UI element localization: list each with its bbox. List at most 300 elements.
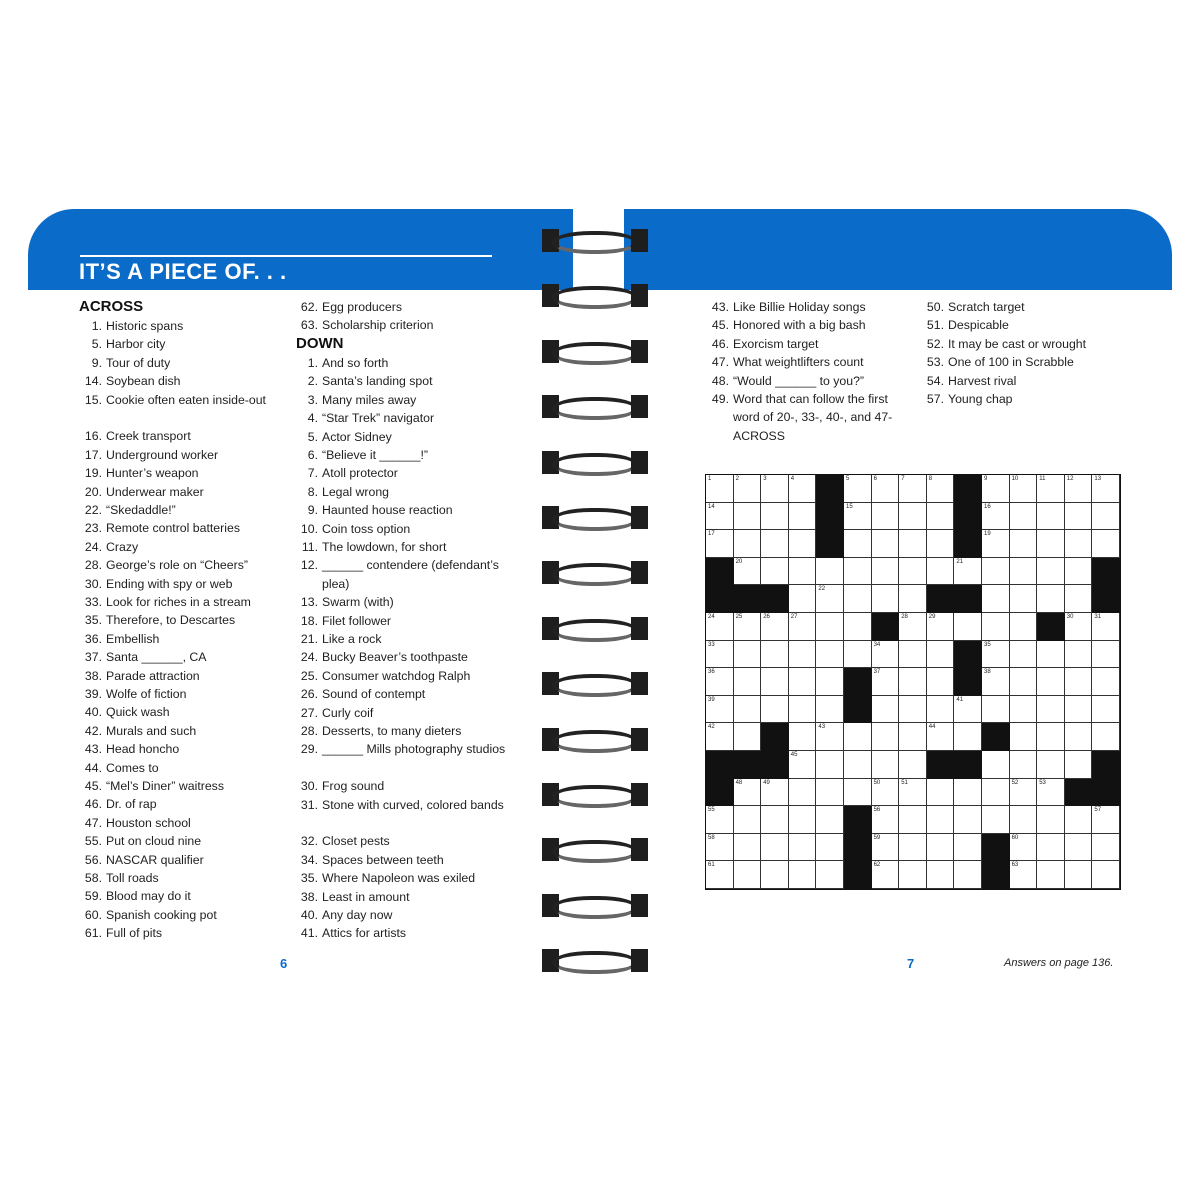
spiral-ring xyxy=(540,451,650,474)
crossword-grid[interactable] xyxy=(705,474,1121,890)
grid-cell[interactable] xyxy=(734,723,762,751)
grid-cell[interactable] xyxy=(954,806,982,834)
cell-number: 12 xyxy=(1066,476,1074,482)
grid-cell[interactable] xyxy=(1037,834,1065,862)
grid-cell[interactable] xyxy=(789,834,817,862)
grid-cell[interactable] xyxy=(706,806,734,834)
clue-text: Harvest rival xyxy=(948,373,1017,388)
grid-cell[interactable] xyxy=(789,696,817,724)
grid-cell[interactable] xyxy=(954,779,982,807)
clue-number: 57. xyxy=(926,392,944,406)
grid-cell[interactable] xyxy=(844,641,872,669)
cell-number: 57 xyxy=(1094,807,1102,814)
grid-cell[interactable] xyxy=(1010,641,1038,669)
grid-cell[interactable] xyxy=(816,751,844,779)
clue-number: 40. xyxy=(300,908,318,922)
grid-cell[interactable] xyxy=(1037,751,1065,779)
grid-cell[interactable] xyxy=(1037,475,1065,503)
grid-block xyxy=(734,585,762,613)
clue-item xyxy=(294,888,524,906)
grid-cell[interactable] xyxy=(872,558,900,586)
clue-number: 20. xyxy=(84,484,102,499)
clue-number: 44. xyxy=(84,760,102,775)
grid-cell[interactable] xyxy=(1092,806,1120,834)
grid-cell[interactable] xyxy=(927,723,955,751)
grid-cell[interactable] xyxy=(1092,641,1120,669)
grid-cell[interactable] xyxy=(1010,503,1038,531)
grid-cell[interactable] xyxy=(761,668,789,696)
cell-number: 52 xyxy=(1011,779,1019,786)
grid-cell[interactable] xyxy=(761,806,789,834)
clue-text: “Skedaddle!” xyxy=(106,503,176,517)
grid-cell[interactable] xyxy=(927,668,955,696)
clue-item xyxy=(294,667,524,685)
clue-item xyxy=(294,869,524,887)
grid-cell[interactable] xyxy=(1037,861,1065,889)
clue-text: It may be cast or wrought xyxy=(948,336,1087,351)
grid-cell[interactable] xyxy=(789,585,817,613)
grid-cell[interactable] xyxy=(816,641,844,669)
grid-cell[interactable] xyxy=(1092,834,1120,862)
grid-cell[interactable] xyxy=(1065,696,1093,724)
grid-cell[interactable] xyxy=(761,503,789,531)
clue-number: 22. xyxy=(84,503,102,517)
grid-cell[interactable] xyxy=(927,558,955,586)
grid-cell[interactable] xyxy=(761,834,789,862)
clue-item xyxy=(78,427,288,445)
grid-cell[interactable] xyxy=(706,696,734,724)
grid-cell[interactable] xyxy=(872,641,900,669)
banner-rule xyxy=(80,255,492,257)
clue-item xyxy=(78,446,288,464)
clue-number: 16. xyxy=(84,429,102,444)
grid-cell[interactable] xyxy=(1037,723,1065,751)
grid-cell[interactable] xyxy=(1010,723,1038,751)
puzzle-title: IT’S A PIECE OF. . . xyxy=(79,259,287,284)
grid-cell[interactable] xyxy=(706,641,734,669)
cell-number: 41 xyxy=(956,696,964,703)
grid-cell[interactable] xyxy=(982,475,1010,503)
clue-text: Therefore, to Descartes xyxy=(106,613,236,628)
grid-cell[interactable] xyxy=(706,530,734,558)
clue-item xyxy=(78,740,288,758)
clue-number: 58. xyxy=(84,871,102,885)
grid-cell[interactable] xyxy=(761,475,789,503)
clue-text: “Would ______ to you?” xyxy=(733,373,865,388)
grid-cell[interactable] xyxy=(734,503,762,531)
grid-cell[interactable] xyxy=(1092,613,1120,641)
grid-cell[interactable] xyxy=(844,530,872,558)
clue-text: Actor Sidney xyxy=(322,429,392,444)
grid-cell[interactable] xyxy=(1010,585,1038,613)
grid-cell[interactable] xyxy=(844,503,872,531)
grid-cell[interactable] xyxy=(1010,475,1038,503)
grid-cell[interactable] xyxy=(761,558,789,586)
grid-cell[interactable] xyxy=(982,696,1010,724)
clue-item xyxy=(78,851,288,869)
grid-cell[interactable] xyxy=(1010,668,1038,696)
grid-cell[interactable] xyxy=(954,696,982,724)
clue-item xyxy=(294,483,524,501)
grid-cell[interactable] xyxy=(872,779,900,807)
grid-cell[interactable] xyxy=(1065,641,1093,669)
grid-block xyxy=(1092,585,1120,613)
grid-cell[interactable] xyxy=(844,585,872,613)
grid-cell[interactable] xyxy=(899,834,927,862)
clue-number: 48. xyxy=(711,373,729,388)
grid-cell[interactable] xyxy=(872,503,900,531)
grid-cell[interactable] xyxy=(927,613,955,641)
cell-number: 10 xyxy=(1011,476,1019,482)
grid-cell[interactable] xyxy=(954,723,982,751)
grid-cell[interactable] xyxy=(1092,861,1120,889)
grid-cell[interactable] xyxy=(872,723,900,751)
spiral-ring xyxy=(540,506,650,529)
grid-cell[interactable] xyxy=(1092,475,1120,503)
cell-number: 53 xyxy=(1039,779,1046,786)
grid-cell[interactable] xyxy=(927,834,955,862)
grid-cell[interactable] xyxy=(1065,558,1093,586)
grid-cell[interactable] xyxy=(982,806,1010,834)
grid-cell[interactable] xyxy=(1037,668,1065,696)
grid-cell[interactable] xyxy=(1010,779,1038,807)
grid-cell[interactable] xyxy=(872,475,900,503)
cell-number: 5 xyxy=(846,476,850,482)
grid-cell[interactable] xyxy=(816,723,844,751)
grid-cell[interactable] xyxy=(872,585,900,613)
clue-number: 28. xyxy=(84,558,102,573)
grid-cell[interactable] xyxy=(982,503,1010,531)
grid-cell[interactable] xyxy=(1092,723,1120,751)
clue-text: Comes to xyxy=(106,760,159,775)
clue-text: Head honcho xyxy=(106,742,180,757)
clue-number: 35. xyxy=(300,871,318,886)
grid-cell[interactable] xyxy=(789,503,817,531)
clue-item xyxy=(294,777,524,795)
grid-cell[interactable] xyxy=(1037,503,1065,531)
grid-cell[interactable] xyxy=(789,530,817,558)
grid-cell[interactable] xyxy=(1037,585,1065,613)
grid-cell[interactable] xyxy=(1010,861,1038,889)
clue-text: George’s role on “Cheers” xyxy=(106,558,248,573)
clue-text: Frog sound xyxy=(322,779,385,794)
spiral-ring xyxy=(540,949,650,972)
grid-cell[interactable] xyxy=(706,723,734,751)
clue-text: Put on cloud nine xyxy=(106,834,202,849)
grid-cell[interactable] xyxy=(844,558,872,586)
grid-cell[interactable] xyxy=(706,668,734,696)
grid-cell[interactable] xyxy=(899,585,927,613)
grid-cell[interactable] xyxy=(734,834,762,862)
grid-cell[interactable] xyxy=(761,779,789,807)
grid-cell[interactable] xyxy=(899,806,927,834)
grid-cell[interactable] xyxy=(927,641,955,669)
grid-cell[interactable] xyxy=(1092,668,1120,696)
grid-cell[interactable] xyxy=(816,806,844,834)
clue-number: 35. xyxy=(84,613,102,628)
grid-cell[interactable] xyxy=(927,696,955,724)
grid-cell[interactable] xyxy=(982,751,1010,779)
grid-cell[interactable] xyxy=(789,779,817,807)
grid-block xyxy=(706,751,734,779)
grid-cell[interactable] xyxy=(1065,585,1093,613)
clue-number: 24. xyxy=(300,650,318,665)
cell-number: 7 xyxy=(901,476,905,482)
clue-item xyxy=(920,316,1130,334)
grid-cell[interactable] xyxy=(844,779,872,807)
clue-item xyxy=(78,869,288,887)
cell-number: 26 xyxy=(763,614,770,620)
grid-cell[interactable] xyxy=(761,641,789,669)
grid-cell[interactable] xyxy=(844,613,872,641)
grid-cell[interactable] xyxy=(899,779,927,807)
grid-cell[interactable] xyxy=(982,530,1010,558)
cell-number: 42 xyxy=(708,724,715,731)
grid-cell[interactable] xyxy=(789,475,817,503)
grid-cell[interactable] xyxy=(816,696,844,724)
clue-item xyxy=(294,648,524,666)
grid-cell[interactable] xyxy=(734,696,762,724)
grid-cell[interactable] xyxy=(1065,530,1093,558)
grid-cell[interactable] xyxy=(1092,696,1120,724)
clue-number: 30. xyxy=(84,576,102,591)
grid-cell[interactable] xyxy=(1010,558,1038,586)
clue-text: Scratch target xyxy=(948,300,1025,314)
grid-cell[interactable] xyxy=(734,558,762,586)
grid-cell[interactable] xyxy=(927,530,955,558)
grid-cell[interactable] xyxy=(816,834,844,862)
clue-text: Parade attraction xyxy=(106,668,200,683)
clue-number: 49. xyxy=(711,392,729,406)
clue-item xyxy=(78,906,288,924)
grid-block xyxy=(844,861,872,889)
clue-text: Historic spans xyxy=(106,319,184,333)
cell-number: 27 xyxy=(790,614,798,620)
grid-cell[interactable] xyxy=(734,475,762,503)
grid-cell[interactable] xyxy=(1092,503,1120,531)
clue-text: Desserts, to many dieters xyxy=(322,724,462,738)
grid-cell[interactable] xyxy=(816,613,844,641)
grid-cell[interactable] xyxy=(899,613,927,641)
grid-cell[interactable] xyxy=(816,558,844,586)
grid-cell[interactable] xyxy=(1010,696,1038,724)
grid-cell[interactable] xyxy=(706,475,734,503)
grid-cell[interactable] xyxy=(1065,613,1093,641)
grid-cell[interactable] xyxy=(899,530,927,558)
grid-cell[interactable] xyxy=(734,806,762,834)
clue-text: Stone with curved, colored bands xyxy=(322,797,504,812)
grid-cell[interactable] xyxy=(1037,558,1065,586)
grid-cell[interactable] xyxy=(761,861,789,889)
grid-cell[interactable] xyxy=(1065,751,1093,779)
grid-cell[interactable] xyxy=(872,751,900,779)
grid-cell[interactable] xyxy=(954,861,982,889)
clue-number: 46. xyxy=(711,336,729,351)
clue-number: 10. xyxy=(300,521,318,536)
grid-cell[interactable] xyxy=(844,751,872,779)
grid-cell[interactable] xyxy=(1065,475,1093,503)
grid-cell[interactable] xyxy=(872,861,900,889)
clue-number: 5. xyxy=(91,337,102,352)
grid-cell[interactable] xyxy=(789,861,817,889)
grid-cell[interactable] xyxy=(789,668,817,696)
clue-item xyxy=(294,464,524,482)
grid-cell[interactable] xyxy=(816,585,844,613)
right-page-banner xyxy=(624,209,1172,290)
clue-item xyxy=(294,740,524,758)
grid-block xyxy=(734,751,762,779)
cell-number: 59 xyxy=(873,834,881,841)
clue-item xyxy=(78,575,288,593)
clue-item xyxy=(294,354,524,372)
grid-cell[interactable] xyxy=(872,668,900,696)
grid-cell[interactable] xyxy=(1010,834,1038,862)
grid-cell[interactable] xyxy=(1065,834,1093,862)
grid-cell[interactable] xyxy=(927,779,955,807)
grid-cell[interactable] xyxy=(899,475,927,503)
grid-cell[interactable] xyxy=(734,530,762,558)
clue-number: 47. xyxy=(84,815,102,830)
grid-cell[interactable] xyxy=(789,806,817,834)
grid-cell[interactable] xyxy=(954,613,982,641)
grid-cell[interactable] xyxy=(899,696,927,724)
grid-cell[interactable] xyxy=(816,668,844,696)
grid-cell[interactable] xyxy=(982,779,1010,807)
grid-cell[interactable] xyxy=(927,503,955,531)
clue-number: 31. xyxy=(300,797,318,812)
grid-cell[interactable] xyxy=(789,613,817,641)
grid-cell[interactable] xyxy=(844,475,872,503)
grid-cell[interactable] xyxy=(1037,779,1065,807)
grid-cell[interactable] xyxy=(789,751,817,779)
spiral-ring xyxy=(540,340,650,363)
spiral-ring xyxy=(540,728,650,751)
grid-cell[interactable] xyxy=(1010,806,1038,834)
clue-item xyxy=(920,390,1130,408)
grid-cell[interactable] xyxy=(899,751,927,779)
grid-cell[interactable] xyxy=(706,834,734,862)
grid-cell[interactable] xyxy=(927,806,955,834)
grid-cell[interactable] xyxy=(927,475,955,503)
grid-cell[interactable] xyxy=(734,861,762,889)
clue-item xyxy=(294,832,524,850)
grid-cell[interactable] xyxy=(789,641,817,669)
grid-cell[interactable] xyxy=(982,641,1010,669)
clue-number: 56. xyxy=(84,852,102,867)
grid-cell[interactable] xyxy=(899,503,927,531)
clue-text: Consumer watchdog Ralph xyxy=(322,668,471,683)
grid-cell[interactable] xyxy=(982,613,1010,641)
clue-text: Ending with spy or web xyxy=(106,576,233,591)
clue-text: Cookie often eaten inside-out xyxy=(106,392,266,407)
grid-cell[interactable] xyxy=(1065,668,1093,696)
grid-block xyxy=(844,668,872,696)
grid-cell[interactable] xyxy=(706,613,734,641)
grid-cell[interactable] xyxy=(816,779,844,807)
cell-number: 34 xyxy=(873,641,881,648)
grid-block xyxy=(816,475,844,503)
grid-cell[interactable] xyxy=(1065,806,1093,834)
spiral-ring xyxy=(540,672,650,695)
clue-item xyxy=(294,612,524,630)
cell-number: 33 xyxy=(708,641,715,648)
grid-cell[interactable] xyxy=(1010,530,1038,558)
grid-cell[interactable] xyxy=(872,696,900,724)
grid-cell[interactable] xyxy=(1065,723,1093,751)
clue-text: Despicable xyxy=(948,318,1009,333)
grid-cell[interactable] xyxy=(954,558,982,586)
grid-cell[interactable] xyxy=(734,613,762,641)
clue-item xyxy=(294,391,524,409)
clue-text: “Believe it ______!” xyxy=(322,448,428,462)
clue-number: 54. xyxy=(926,373,944,388)
cell-number: 30 xyxy=(1066,614,1074,620)
grid-cell[interactable] xyxy=(1010,751,1038,779)
grid-cell[interactable] xyxy=(872,806,900,834)
clue-text: Honored with a big bash xyxy=(733,318,866,333)
grid-cell[interactable] xyxy=(1037,530,1065,558)
grid-cell[interactable] xyxy=(899,641,927,669)
grid-cell[interactable] xyxy=(872,530,900,558)
grid-cell[interactable] xyxy=(706,861,734,889)
grid-cell[interactable] xyxy=(789,723,817,751)
grid-cell[interactable] xyxy=(734,641,762,669)
grid-cell[interactable] xyxy=(1037,806,1065,834)
grid-cell[interactable] xyxy=(872,834,900,862)
grid-cell[interactable] xyxy=(982,558,1010,586)
grid-cell[interactable] xyxy=(789,558,817,586)
grid-cell[interactable] xyxy=(899,723,927,751)
grid-cell[interactable] xyxy=(1092,530,1120,558)
grid-cell[interactable] xyxy=(899,861,927,889)
clue-number: 19. xyxy=(84,466,102,481)
grid-cell[interactable] xyxy=(899,558,927,586)
grid-cell[interactable] xyxy=(816,861,844,889)
grid-cell[interactable] xyxy=(1065,861,1093,889)
clue-text: Spanish cooking pot xyxy=(106,907,217,922)
clue-text: Underwear maker xyxy=(106,484,204,499)
clue-item xyxy=(78,335,288,353)
clue-text: Filet follower xyxy=(322,613,392,628)
cell-number: 9 xyxy=(984,476,988,482)
grid-cell[interactable] xyxy=(982,585,1010,613)
grid-cell[interactable] xyxy=(899,668,927,696)
grid-cell[interactable] xyxy=(734,668,762,696)
spiral-ring xyxy=(540,561,650,584)
grid-cell[interactable] xyxy=(844,723,872,751)
spiral-ring xyxy=(540,783,650,806)
grid-cell[interactable] xyxy=(1037,696,1065,724)
cell-number: 20 xyxy=(735,558,743,565)
grid-cell[interactable] xyxy=(982,668,1010,696)
clue-text: Underground worker xyxy=(106,447,219,462)
clue-item xyxy=(294,501,524,519)
cell-number: 14 xyxy=(708,503,715,510)
cell-number: 8 xyxy=(928,476,933,482)
cell-number: 44 xyxy=(928,724,936,731)
grid-cell[interactable] xyxy=(1010,613,1038,641)
grid-cell[interactable] xyxy=(1037,641,1065,669)
grid-cell[interactable] xyxy=(706,503,734,531)
clue-text: Curly coif xyxy=(322,705,374,720)
grid-cell[interactable] xyxy=(734,779,762,807)
grid-cell[interactable] xyxy=(761,696,789,724)
grid-cell[interactable] xyxy=(1065,503,1093,531)
grid-cell[interactable] xyxy=(927,861,955,889)
grid-cell[interactable] xyxy=(761,530,789,558)
grid-cell[interactable] xyxy=(954,834,982,862)
grid-cell[interactable] xyxy=(761,613,789,641)
